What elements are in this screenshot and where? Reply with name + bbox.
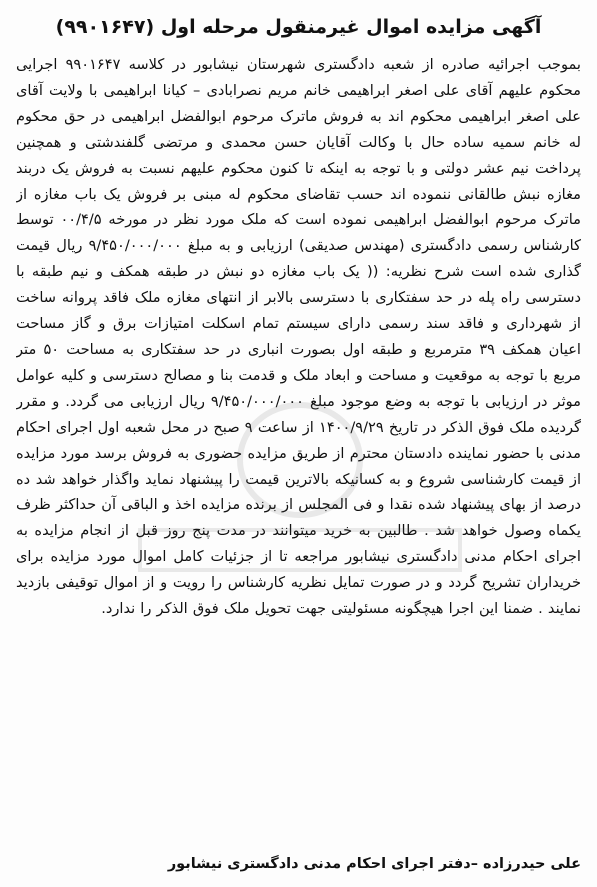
notice-body: بموجب اجرائیه صادره از شعبه دادگستری شهرستان نیشابور در کلاسه ۹۹۰۱۶۴۷ اجرایی محکوم علیهم آقای علی اصغر ابراهیمی خانم مریم نصرابادی – کیانا ابراهیمی با ولایت آقای علی اصغر ابراهیمی محکوم اند به فروش ماترک مرحوم ابوالفضل ابراهیمی در حق محکوم له خانم سمیه ساده حال با وکالت آقایان حسن محمدی و مرتضی گلفندشتی و همچنین پرداخت نیم عشر دولتی و با توجه به اینکه تا کنون محکوم علیهم نسبت به فروش یک دربند مغازه نبش طالقانی ننموده اند حسب تقاضای محکوم له مبنی بر فروش یک باب مغازه از ماترک مرحوم ابوالفضل ابراهیمی نموده است که ملک مورد نظر در مورخه ۰۰/۴/۵ توسط کارشناس رسمی دادگستری (مهندس صدیقی) ارزیابی و به مبلغ ۹/۴۵۰/۰۰۰/۰۰۰ ریال قیمت گذاری شده است شرح نظریه: (( یک باب مغازه دو نبش در طبقه همکف و نیم طبقه با دسترسی راه پله در حد سفتکاری با دسترسی بالابر از انتهای مغازه ملک فاقد پروانه ساخت از شهرداری و فاقد سند رسمی دارای سیستم تمام اسکلت امتیازات برق و گاز مساحت اعیان همکف ۳۹ مترمربع و طبقه اول بصورت انباری در حد سفتکاری به مساحت ۵۰ متر مربع با توجه به موقعیت و مساحت و ابعاد ملک و قدمت بنا و مصالح دسترسی و کلیه عوامل موثر در ارزیابی با توجه به وضع موجود مبلغ ۹/۴۵۰/۰۰۰/۰۰۰ ریال ارزیابی می گردد. و مقرر گردیده ملک فوق الذکر در تاریخ ۱۴۰۰/۹/۲۹ از ساعت ۹ صبح در محل شعبه اول اجرای احکام مدنی با حضور نماینده دادستان محترم از طریق مزایده حضوری به فروش برسد مورد مزایده از قیمت کارشناسی شروع و به کسانیکه بالاترین قیمت را پیشنهاد نماید واگذار خواهد شد ده درصد از بهای پیشنهاد شده نقدا و فی المجلس از برنده مزایده اخذ و الباقی آن حداکثر ظرف یکماه وصول خواهد شد . طالبین به خرید میتوانند در مدت پنج روز قبل از انجام مزایده به اجرای احکام مدنی دادگستری نیشابور مراجعه تا از جزئیات کامل اموال مورد مزایده برای خریداران تشریح گردد و در صورت تمایل نظریه کارشناس را رویت و از اموال توقیفی بازدید نمایند . ضمنا این اجرا هیچگونه مسئولیتی جهت تحویل ملک فوق الذکر را ندارد. [16, 56, 581, 618]
notice-signature: علی حیدرزاده –دفتر اجرای احکام مدنی دادگستری نیشابور [167, 856, 581, 872]
notice-title: آگهی مزایده اموال غیرمنقول مرحله اول (۹۹۰۱۶۴۷) [55, 16, 542, 38]
